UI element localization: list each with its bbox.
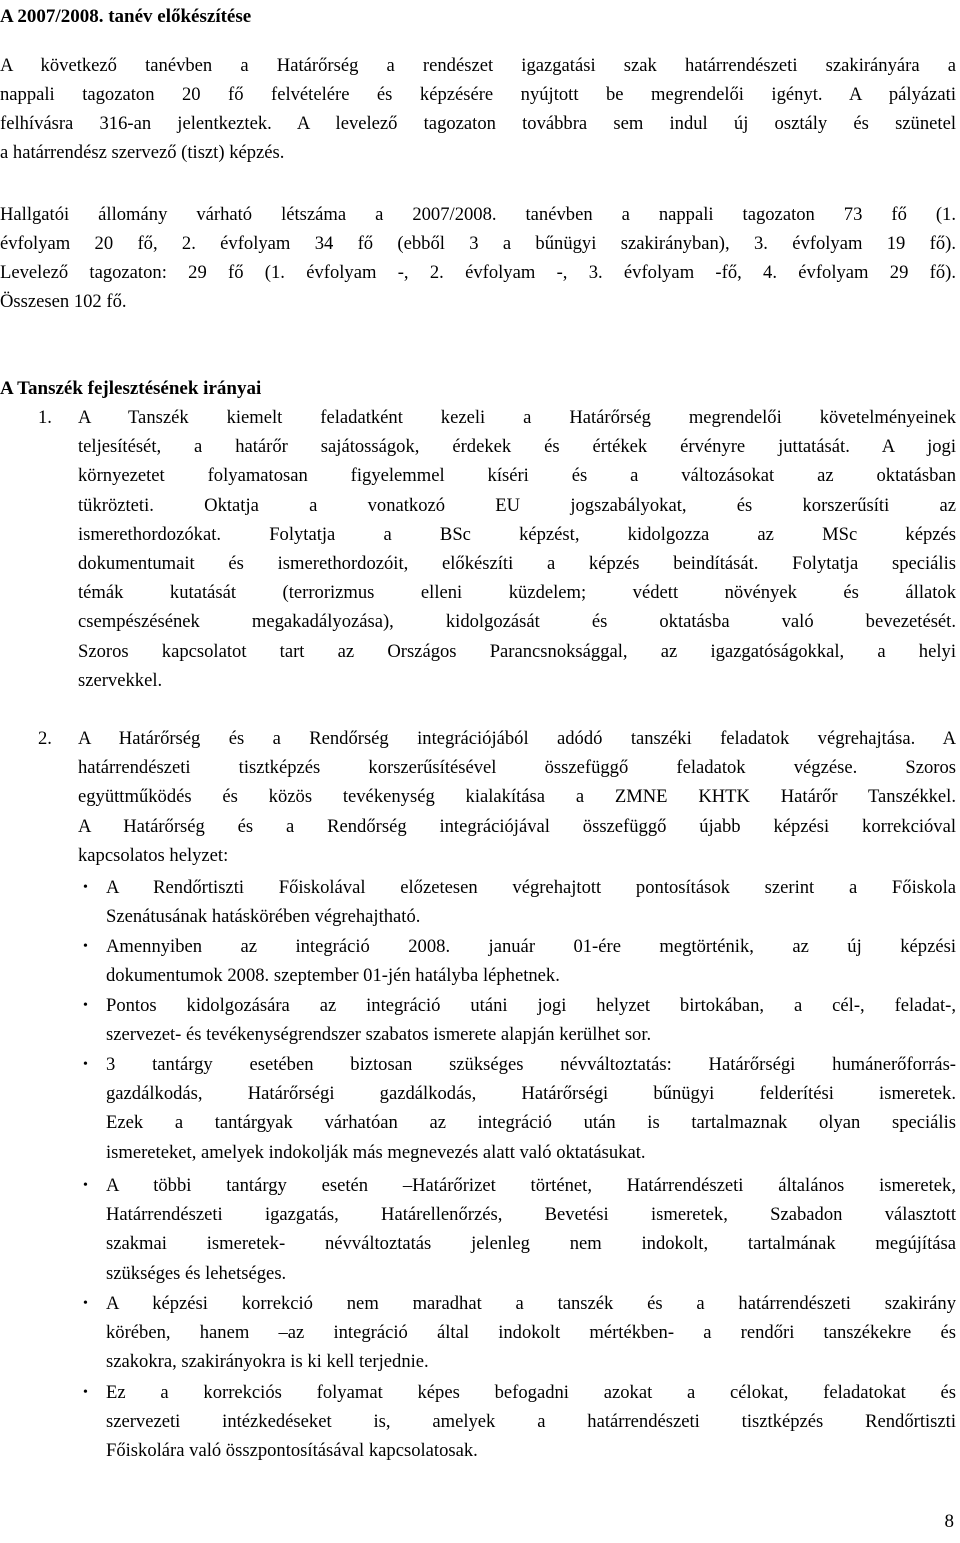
bullet-icon: • <box>83 998 88 1013</box>
item-line: A Határőrség és a Rendőrség integrációjával összefüggő újabb képzési korrekcióval <box>78 815 956 837</box>
bullet-line: szakokra, szakirányokra is ki kell terjednie. <box>106 1351 429 1373</box>
bullet-line: Ezek a tantárgyak várhatóan az integráció után is tartalmaznak olyan speciális <box>106 1112 956 1134</box>
bullet-line: Főiskolára való összpontosításával kapcsolatosak. <box>106 1440 478 1462</box>
stats-line: Levelező tagozaton: 29 fő (1. évfolyam -, 2. évfolyam -, 3. évfolyam -fő, 4. évfolyam 29 fő). <box>0 262 956 283</box>
bullet-line: szükséges és lehetséges. <box>106 1262 287 1284</box>
bullet-line: Határrendészeti igazgatás, Határellenőrzés, Bevetési ismeretek, Szabadon választott <box>106 1204 956 1226</box>
bullet-line: Pontos kidolgozására az integráció utáni jogi helyzet birtokában, a cél-, feladat-, <box>106 995 956 1016</box>
item-line: ismerethordozókat. Folytatja a BSc képzést, kidolgozza az MSc képzés <box>78 523 956 545</box>
item-line: teljesítését, a határőr sajátosságok, érdekek és értékek érvényre juttatását. A jogi <box>78 436 956 458</box>
bullet-icon: • <box>83 1385 88 1400</box>
bullet-line: ismereteket, amelyek indokolják más megnevezés alatt való oktatásukat. <box>106 1141 646 1163</box>
item-number: 1. <box>38 407 52 428</box>
intro-line: felhívásra 316-an jelentkeztek. A levelező tagozaton továbbra sem indul új osztály és szünetel <box>0 113 956 134</box>
item-line: témák kutatását (terrorizmus elleni küzdelem; védett növények és állatok <box>78 582 956 604</box>
item-1-text <box>78 403 956 695</box>
bullet-icon: • <box>83 939 88 954</box>
bullet-item <box>106 1171 956 1288</box>
stats-paragraph <box>0 200 956 316</box>
stats-line: Összesen 102 fő. <box>0 291 127 312</box>
item-number: 2. <box>38 728 52 749</box>
page-number: 8 <box>944 1511 954 1532</box>
bullet-icon: • <box>83 880 88 895</box>
item-2-text <box>78 724 956 870</box>
item-line: dokumentumait és ismerethordozóit, előkészíti a képzés beindítását. Folytatja speciális <box>78 553 956 575</box>
item-line: Szoros kapcsolatot tart az Országos Parancsnoksággal, az igazgatóságokkal, a helyi <box>78 640 956 662</box>
bullet-icon: • <box>83 1178 88 1193</box>
bullet-line: szakmai ismeretek- névváltoztatás jelenleg nem indokolt, tartalmának megújítása <box>106 1233 956 1255</box>
stats-line: évfolyam 20 fő, 2. évfolyam 34 fő (ebből 3 a bűnügyi szakirányban), 3. évfolyam 19 fő). <box>0 233 956 254</box>
bullet-item <box>106 873 956 931</box>
item-line: együttműködés és közös tevékenység kialakítása a ZMNE KHTK Határőr Tanszékkel. <box>78 786 956 808</box>
intro-line: nappali tagozaton 20 fő felvételére és képzésére nyújtott be megrendelői igényt. A pályázati <box>0 84 956 105</box>
bullet-item <box>106 991 956 1049</box>
section-title: A Tanszék fejlesztésének irányai <box>0 378 262 399</box>
bullet-item <box>106 1289 956 1377</box>
bullet-item <box>106 1050 956 1167</box>
bullet-line: szervezeti intézkedéseket is, amelyek a határrendészeti tisztképzés Rendőrtiszti <box>106 1411 956 1433</box>
item-line: A Határőrség és a Rendőrség integrációjából adódó tanszéki feladatok végrehajtása. A <box>78 728 956 749</box>
intro-line: A következő tanévben a Határőrség a rendészet igazgatási szak határrendészeti szakirányára a <box>0 55 956 76</box>
item-line: környezetet folyamatosan figyelemmel kíséri és a változásokat az oktatásban <box>78 465 956 487</box>
intro-paragraph <box>0 51 956 167</box>
item-line: csempészésének megakadályozása), kidolgozását és oktatásba való bevezetését. <box>78 611 956 633</box>
bullet-item <box>106 932 956 990</box>
bullet-icon: • <box>83 1057 88 1072</box>
stats-line: Hallgatói állomány várható létszáma a 2007/2008. tanévben a nappali tagozaton 73 fő (1. <box>0 204 956 225</box>
bullet-line: A képzési korrekció nem maradhat a tanszék és a határrendészeti szakirány <box>106 1293 956 1314</box>
page-heading: A 2007/2008. tanév előkészítése <box>0 6 252 27</box>
item-line: A Tanszék kiemelt feladatként kezeli a Határőrség megrendelői követelményeinek <box>78 407 956 428</box>
bullet-line: A Rendőrtiszti Főiskolával előzetesen végrehajtott pontosítások szerint a Főiskola <box>106 877 956 898</box>
bullet-line: A többi tantárgy esetén –Határőrizet történet, Határrendészeti általános ismeretek, <box>106 1175 956 1196</box>
bullet-line: gazdálkodás, Határőrségi gazdálkodás, Határőrségi bűnügyi felderítési ismeretek. <box>106 1083 956 1105</box>
bullet-line: körében, hanem –az integráció által indokolt mértékben- a rendőri tanszékekre és <box>106 1322 956 1344</box>
item-line: tükrözteti. Oktatja a vonatkozó EU jogszabályokat, és korszerűsíti az <box>78 494 956 516</box>
bullet-line: Ez a korrekciós folyamat képes befogadni azokat a célokat, feladatokat és <box>106 1382 956 1403</box>
intro-line: a határrendész szervező (tiszt) képzés. <box>0 142 285 163</box>
bullet-line: szervezet- és tevékenységrendszer szabatos ismerete alapján kerülhet sor. <box>106 1024 652 1046</box>
bullet-line: Szenátusának hatáskörében végrehajtható. <box>106 906 421 928</box>
item-line: határrendészeti tisztképzés korszerűsítésével összefüggő feladatok végzése. Szoros <box>78 757 956 779</box>
bullet-line: 3 tantárgy esetében biztosan szükséges névváltoztatás: Határőrségi humánerőforrás- <box>106 1054 956 1075</box>
item-line: kapcsolatos helyzet: <box>78 844 229 866</box>
item-line: szervekkel. <box>78 669 163 691</box>
bullet-icon: • <box>83 1296 88 1311</box>
bullet-item <box>106 1378 956 1466</box>
bullet-line: dokumentumok 2008. szeptember 01-jén hatályba léphetnek. <box>106 965 560 987</box>
bullet-line: Amennyiben az integráció 2008. január 01-ére megtörténik, az új képzési <box>106 936 956 957</box>
